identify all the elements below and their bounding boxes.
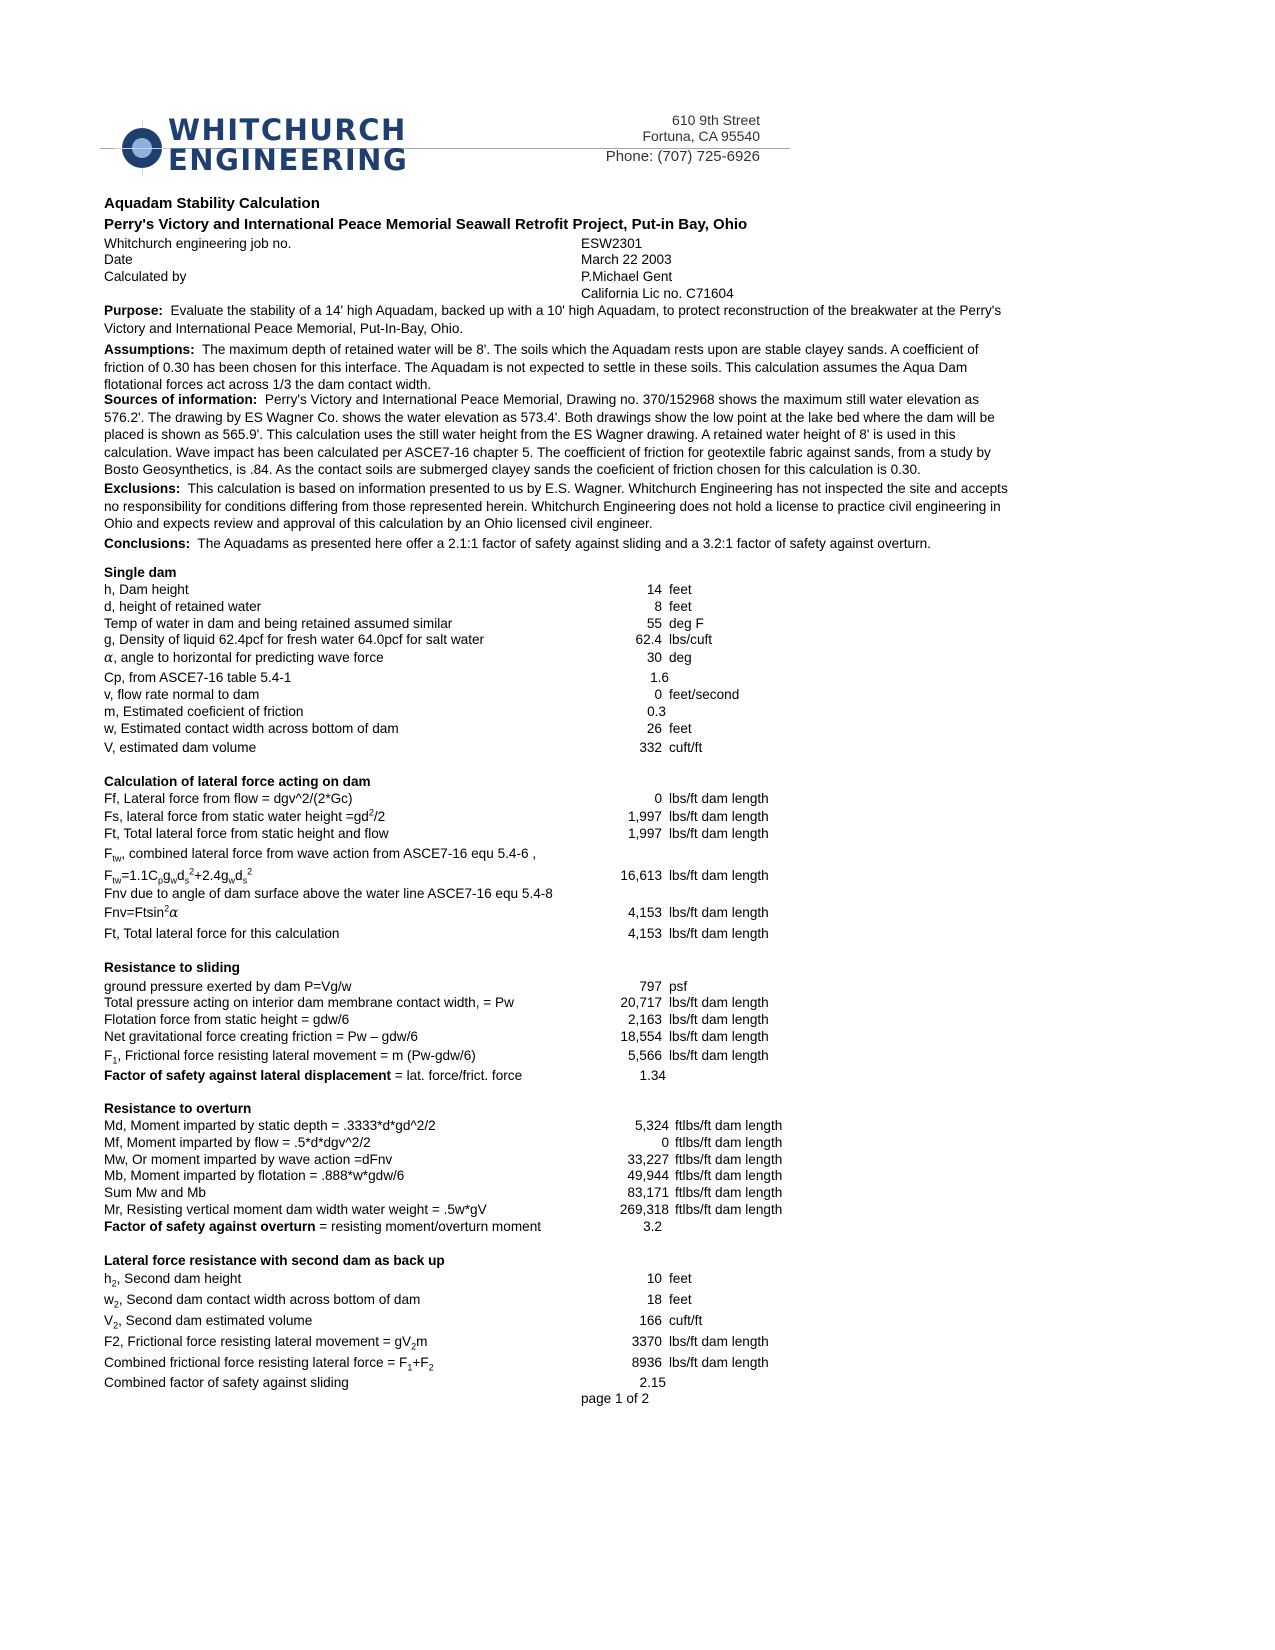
row-label: m, Estimated coeficient of friction <box>104 704 304 719</box>
row-unit: ftlbs/ft dam length <box>675 1118 783 1133</box>
row-value: 8936 <box>631 1355 662 1370</box>
formula-ftw: $F_{tw}=1.1C_pg_wd_s^2+2.4g_wd_s^2$ <box>104 866 253 886</box>
subscript: 2 <box>113 1320 119 1331</box>
address-city: Fortuna, CA 95540 <box>642 128 760 144</box>
exclusions-heading: Exclusions: <box>104 481 181 496</box>
table-row <box>104 1219 804 1236</box>
row-label: Ff, Lateral force from flow = dgv^2/(2*Gc) <box>104 791 353 806</box>
row-value: 332 <box>639 740 662 755</box>
row-label-mid: +F <box>412 1355 429 1370</box>
row-unit: feet <box>669 599 692 614</box>
row-unit: cuft/ft <box>669 1313 703 1328</box>
assumptions-text: The maximum depth of retained water will be 8'. The soils which the Aquadam rests upon are stable clayey sands. A coefficient of friction of 0.30 has been chosen for this interface. The Aquadam is not expected to settle in these soils. This calculation assumes the Aqua Dam flotational forces act across 1/3 the dam contact width. <box>104 342 979 393</box>
row-unit: lbs/ft dam length <box>669 1012 769 1027</box>
table-row <box>104 616 804 633</box>
single-dam-heading: Single dam <box>104 565 177 580</box>
table-row <box>104 1185 804 1202</box>
purpose-paragraph <box>104 302 1014 337</box>
row-label: Sum Mw and Mb <box>104 1185 206 1200</box>
subscript: 1 <box>112 1055 118 1066</box>
table-row <box>104 995 804 1012</box>
calculated-by-value: P.Michael Gent <box>581 269 673 284</box>
table-row <box>104 1135 804 1152</box>
row-unit: lbs/ft dam length <box>669 995 769 1010</box>
job-no-label: Whitchurch engineering job no. <box>104 236 292 251</box>
table-row <box>104 846 804 863</box>
phone-number: Phone: (707) 725-6926 <box>605 148 760 165</box>
conclusions-text: The Aquadams as presented here offer a 2.1:1 factor of safety against sliding and a 3.2:1 factor of safety against overturn. <box>197 536 931 551</box>
row-unit: lbs/cuft <box>669 632 713 647</box>
row-label-suffix: , Frictional force resisting lateral movement = m (Pw-gdw/6) <box>117 1048 476 1063</box>
row-label: F <box>104 846 113 861</box>
date-label: Date <box>104 252 133 267</box>
document-title: Aquadam Stability Calculation <box>104 195 320 212</box>
row-label: w <box>104 1292 114 1307</box>
row-label: , angle to horizontal for predicting wave force <box>113 650 384 665</box>
row-value: 55 <box>646 616 662 631</box>
table-row <box>104 1029 804 1046</box>
table-row <box>104 809 804 826</box>
row-value: 30 <box>646 650 662 665</box>
row-label: Mb, Moment imparted by flotation = .888*w*gdw/6 <box>104 1168 405 1183</box>
table-row <box>104 1334 804 1351</box>
row-label-suffix: , combined lateral force from wave action from ASCE7-16 equ 5.4-6 , <box>121 846 537 861</box>
row-unit: deg F <box>669 616 704 631</box>
row-label-suffix: , Second dam height <box>116 1271 242 1286</box>
superscript: 2 <box>368 807 374 818</box>
page-number: page 1 of 2 <box>581 1391 650 1406</box>
table-row <box>104 670 804 687</box>
lateral-force-heading: Calculation of lateral force acting on dam <box>104 774 371 789</box>
row-unit: ftlbs/ft dam length <box>675 1135 783 1150</box>
subscript: 2 <box>113 1299 119 1310</box>
row-unit: psf <box>669 979 688 994</box>
row-value: 33,227 <box>627 1152 669 1167</box>
row-unit: feet <box>669 721 692 736</box>
row-value: 0.3 <box>647 704 666 719</box>
purpose-heading: Purpose: <box>104 303 163 318</box>
alpha-symbol: α <box>104 650 114 666</box>
table-row <box>104 1012 804 1029</box>
assumptions-heading: Assumptions: <box>104 342 195 357</box>
overturn-heading: Resistance to overturn <box>104 1101 252 1116</box>
subscript: tw <box>112 853 122 864</box>
row-unit: feet <box>669 1271 692 1286</box>
row-label-bold: Factor of safety against overturn <box>104 1219 316 1234</box>
row-label: F2, Frictional force resisting lateral movement = gV <box>104 1334 412 1349</box>
table-row <box>104 1292 804 1309</box>
row-unit: ftlbs/ft dam length <box>675 1202 783 1217</box>
row-unit: deg <box>669 650 692 665</box>
row-label: h <box>104 1271 112 1286</box>
letterhead <box>100 108 800 182</box>
row-label: Mr, Resisting vertical moment dam width water weight = .5w*gV <box>104 1202 487 1217</box>
row-label: Temp of water in dam and being retained assumed similar <box>104 616 453 631</box>
table-row <box>104 687 804 704</box>
row-value: 797 <box>639 979 662 994</box>
table-row <box>104 1375 804 1392</box>
table-row <box>104 721 804 738</box>
row-unit: lbs/ft dam length <box>669 905 769 920</box>
table-row <box>104 868 804 885</box>
table-row <box>104 791 804 808</box>
sources-heading: Sources of information: <box>104 392 258 407</box>
subscript: 1 <box>407 1362 413 1373</box>
exclusions-paragraph <box>104 480 1014 533</box>
row-unit: lbs/ft dam length <box>669 926 769 941</box>
row-label-suffix: , Second dam contact width across bottom of dam <box>118 1292 421 1307</box>
table-row <box>104 704 804 721</box>
conclusions-heading: Conclusions: <box>104 536 191 551</box>
conclusions-paragraph <box>104 535 1014 553</box>
subscript: 2 <box>411 1341 417 1352</box>
row-unit: feet <box>669 582 692 597</box>
sliding-heading: Resistance to sliding <box>104 960 240 975</box>
row-value: 2,163 <box>627 1012 662 1027</box>
row-label: Ft, Total lateral force for this calculation <box>104 926 340 941</box>
row-unit: ftlbs/ft dam length <box>675 1152 783 1167</box>
row-unit: feet <box>669 1292 692 1307</box>
row-value: 8 <box>654 599 662 614</box>
row-label-suffix: = lat. force/frict. force <box>391 1068 523 1083</box>
row-unit: ftlbs/ft dam length <box>675 1168 783 1183</box>
row-value: 1,997 <box>627 826 662 841</box>
row-label: F <box>104 1048 113 1063</box>
row-label: Fnv due to angle of dam surface above the water line ASCE7-16 equ 5.4-8 <box>104 886 553 901</box>
table-row <box>104 740 804 757</box>
exclusions-text: This calculation is based on information presented to us by E.S. Wagner. Whitchurch Engineering has not inspected the site and accepts no responsibility for conditions differing from those represented herein. Whitchurch Engineering does not hold a license to practice civil engineering in Ohio and expects review and approval of this calculation by an Ohio licensed civil engineer. <box>104 481 1008 532</box>
row-value: 1,997 <box>627 809 662 824</box>
row-label: v, flow rate normal to dam <box>104 687 260 702</box>
row-label: w, Estimated contact width across bottom of dam <box>104 721 399 736</box>
row-label: V, estimated dam volume <box>104 740 257 755</box>
brand-name-line2: ENGINEERING <box>168 143 409 177</box>
table-row <box>104 826 804 843</box>
row-unit: ftlbs/ft dam length <box>675 1185 783 1200</box>
row-value: 0 <box>654 687 662 702</box>
table-row <box>104 1068 804 1085</box>
row-label: Total pressure acting on interior dam membrane contact width, = Pw <box>104 995 514 1010</box>
subscript: 2 <box>111 1278 117 1289</box>
table-row <box>104 1152 804 1169</box>
project-subtitle: Perry's Victory and International Peace Memorial Seawall Retrofit Project, Put-in Bay, Ohio <box>104 216 748 233</box>
logo-crosshair-horizontal <box>114 148 170 149</box>
row-label: g, Density of liquid 62.4pcf for fresh water 64.0pcf for salt water <box>104 632 485 647</box>
row-label-suffix: = resisting moment/overturn moment <box>315 1219 542 1234</box>
row-value: 0 <box>661 1135 669 1150</box>
table-row <box>104 650 804 667</box>
row-value: 20,717 <box>620 995 662 1010</box>
second-dam-heading: Lateral force resistance with second dam as back up <box>104 1253 445 1268</box>
subscript: 2 <box>428 1362 434 1373</box>
table-row <box>104 1202 804 1219</box>
table-row <box>104 1118 804 1135</box>
row-label: Ft, Total lateral force from static height and flow <box>104 826 389 841</box>
row-value: 16,613 <box>620 868 662 883</box>
table-row <box>104 1271 804 1288</box>
formula-fnv: Fnv=Ftsin$^2$α <box>104 903 179 921</box>
row-label: Md, Moment imparted by static depth = .3333*d*gd^2/2 <box>104 1118 436 1133</box>
brand-name-line1: WHITCHURCH <box>168 113 407 147</box>
row-value: 10 <box>646 1271 662 1286</box>
table-row <box>104 599 804 616</box>
row-value: 2.15 <box>639 1375 666 1390</box>
row-value: 62.4 <box>635 632 662 647</box>
row-value: 166 <box>639 1313 662 1328</box>
row-unit: feet/second <box>669 687 740 702</box>
row-label: Mw, Or moment imparted by wave action =dFnv <box>104 1152 393 1167</box>
row-label: Combined frictional force resisting lateral force = F <box>104 1355 408 1370</box>
row-value: 3370 <box>631 1334 662 1349</box>
row-unit: lbs/ft dam length <box>669 1048 769 1063</box>
row-value: 18 <box>646 1292 662 1307</box>
row-value: 5,566 <box>627 1048 662 1063</box>
assumptions-paragraph <box>104 341 1014 394</box>
row-value: 49,944 <box>627 1168 669 1183</box>
row-label: ground pressure exerted by dam P=Vg/w <box>104 979 352 994</box>
row-label-suffix: m <box>416 1334 428 1349</box>
row-label: d, height of retained water <box>104 599 262 614</box>
row-label-suffix: /2 <box>373 809 386 824</box>
sources-text: Perry's Victory and International Peace Memorial, Drawing no. 370/152968 shows the maximum still water elevation as 576.2'. The drawing by ES Wagner Co. shows the water elevation as 573.4'. Both drawings show the low point at the lake bed where the dam will be placed is shown as 565.9'. This calculation uses the still water height from the ES Wagner drawing. A retained water height of 8' is used in this calculation. Wave impact has been calculated per ASCE7-16 chapter 5. The coefficient of friction for geotextile fabric against sands, from a study by Bosto Geosynthetics, is .84. As the contact soils are submerged clayey sands the coeficient of friction chosen for this calculation is 0.30. <box>104 392 995 478</box>
row-unit: lbs/ft dam length <box>669 809 769 824</box>
row-label-suffix: , Second dam estimated volume <box>118 1313 313 1328</box>
table-row <box>104 886 804 903</box>
date-value: March 22 2003 <box>581 252 672 267</box>
calculated-by-label: Calculated by <box>104 269 187 284</box>
row-label: Net gravitational force creating friction = Pw – gdw/6 <box>104 1029 418 1044</box>
row-label: Combined factor of safety against sliding <box>104 1375 349 1390</box>
row-unit: lbs/ft dam length <box>669 791 769 806</box>
row-value: 269,318 <box>619 1202 669 1217</box>
row-value: 4,153 <box>627 905 662 920</box>
row-unit: lbs/ft dam length <box>669 1355 769 1370</box>
row-value: 5,324 <box>634 1118 669 1133</box>
row-label: Cp, from ASCE7-16 table 5.4-1 <box>104 670 292 685</box>
row-unit: lbs/ft dam length <box>669 826 769 841</box>
row-label: h, Dam height <box>104 582 189 597</box>
table-row <box>104 1355 804 1372</box>
row-unit: cuft/ft <box>669 740 703 755</box>
table-row <box>104 1313 804 1330</box>
row-label: Mf, Moment imparted by flow = .5*d*dgv^2/2 <box>104 1135 371 1150</box>
row-label: V <box>104 1313 114 1328</box>
row-unit: lbs/ft dam length <box>669 868 769 883</box>
row-value: 14 <box>646 582 662 597</box>
table-row <box>104 979 804 996</box>
row-value: 1.6 <box>650 670 669 685</box>
row-value: 26 <box>646 721 662 736</box>
table-row <box>104 926 804 943</box>
row-value: 0 <box>654 791 662 806</box>
license-number: California Lic no. C71604 <box>581 286 734 301</box>
row-unit: lbs/ft dam length <box>669 1029 769 1044</box>
table-row <box>104 905 804 922</box>
row-value: 3.2 <box>643 1219 662 1234</box>
row-value: 4,153 <box>627 926 662 941</box>
row-unit: lbs/ft dam length <box>669 1334 769 1349</box>
purpose-text: Evaluate the stability of a 14' high Aquadam, backed up with a 10' high Aquadam, to protect reconstruction of the breakwater at the Perry's Victory and International Peace Memorial, Put-In-Bay, Ohio. <box>104 303 1002 336</box>
table-row <box>104 1048 804 1065</box>
table-row <box>104 582 804 599</box>
sources-paragraph <box>104 391 1014 479</box>
row-label-bold: Factor of safety against lateral displacement <box>104 1068 392 1083</box>
row-value: 83,171 <box>627 1185 669 1200</box>
address-street: 610 9th Street <box>672 112 760 128</box>
row-label: Flotation force from static height = gdw/6 <box>104 1012 350 1027</box>
row-value: 18,554 <box>620 1029 662 1044</box>
row-label: Fs, lateral force from static water height =gd <box>104 809 369 824</box>
table-row <box>104 1168 804 1185</box>
table-row <box>104 632 804 649</box>
job-no-value: ESW2301 <box>581 236 643 251</box>
row-value: 1.34 <box>639 1068 666 1083</box>
